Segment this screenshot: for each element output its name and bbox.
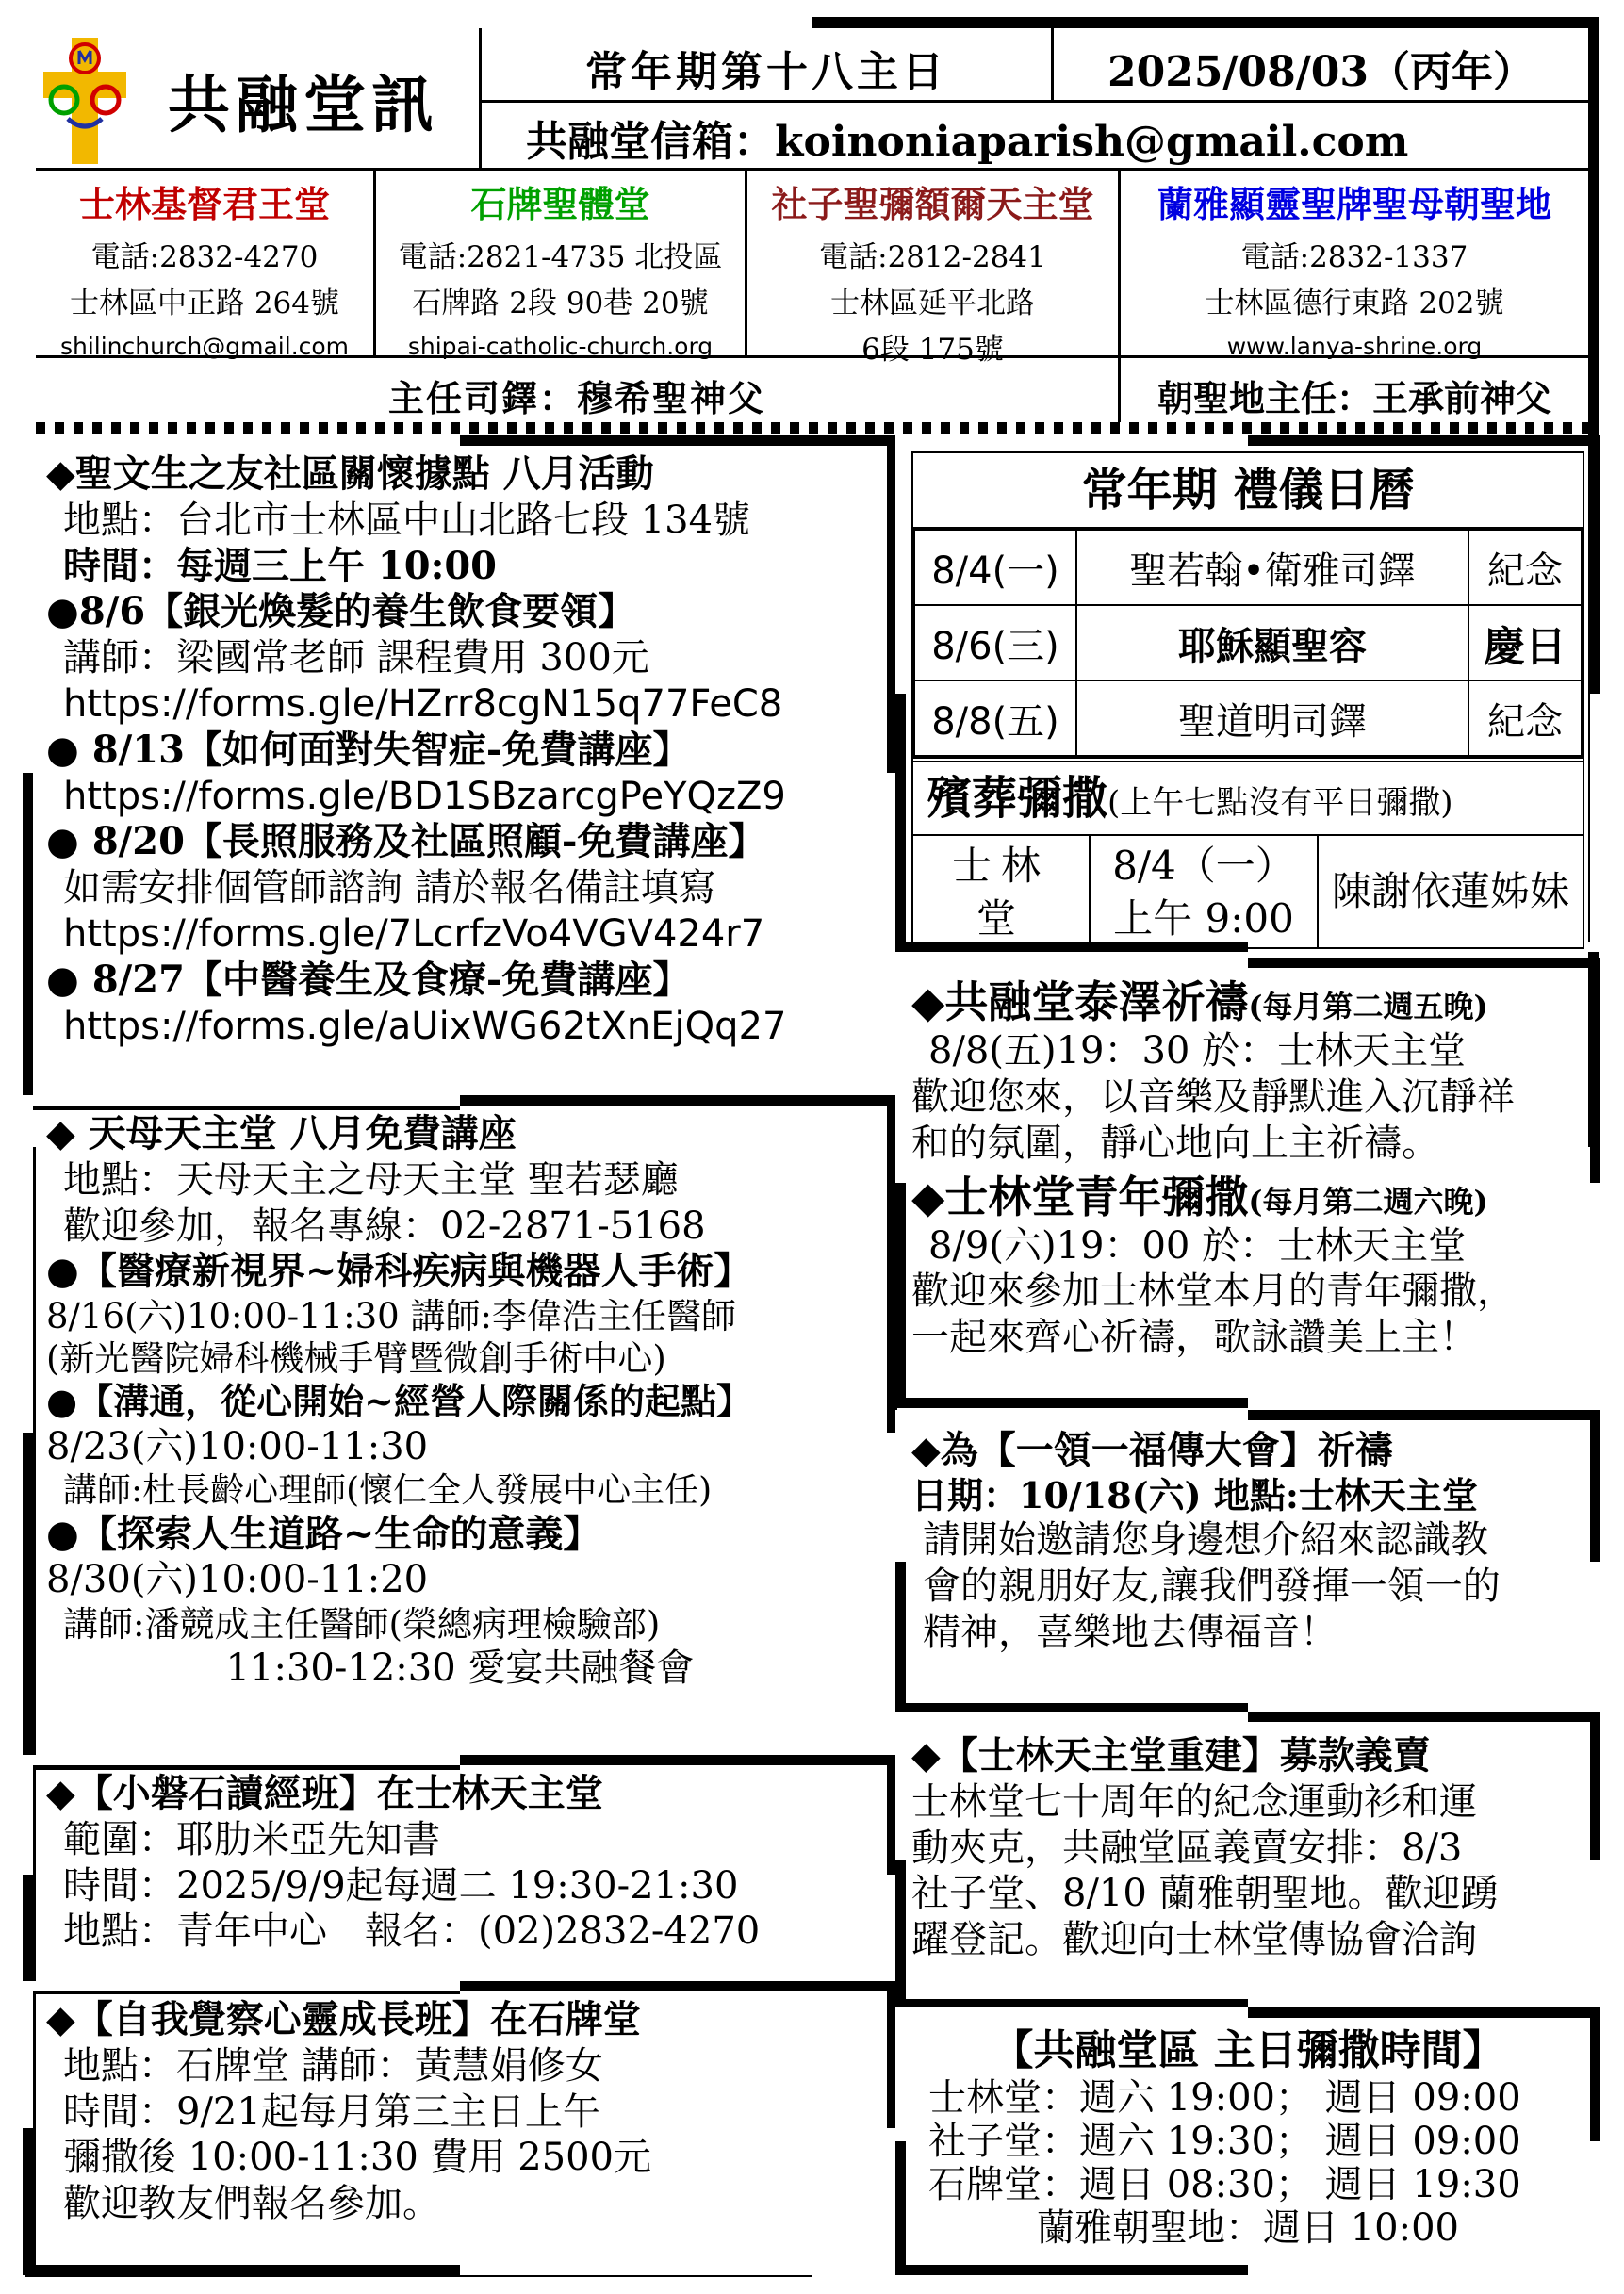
calendar-row	[914, 605, 1582, 680]
sunday-name: 常年期第十八主日	[585, 48, 947, 96]
talk-title: ●【探索人生道路~生命的意義】	[46, 1511, 601, 1556]
divider	[36, 168, 1588, 171]
calendar-date: 8/4(一)	[914, 530, 1076, 605]
form-link[interactable]: https://forms.gle/aUixWG62tXnEjQq27	[63, 1004, 787, 1048]
church-address: 石牌路 2段 90巷 20號	[412, 287, 709, 320]
text-line: 歡迎參加，報名專線：02-2871-5168	[63, 1204, 706, 1248]
church-phone: 電話:2832-4270	[90, 240, 319, 274]
calendar-row	[914, 530, 1582, 605]
text-line: 8/16(六)10:00-11:30 講師:李偉浩主任醫師	[46, 1296, 736, 1337]
youth-heading	[911, 1171, 1584, 1223]
text-line: 如需安排個管師諮詢 請於報名備註填寫	[63, 866, 716, 910]
talk-title: ●【溝通，從心開始~經營人際關係的起點】	[46, 1380, 752, 1423]
section-calendar	[895, 435, 1600, 952]
text-line: 地點：天母天主之母天主堂 聖若瑟廳	[63, 1157, 679, 1202]
text-line: 和的氛圍，靜心地向上主祈禱。	[911, 1121, 1439, 1165]
text-line: 地點：台北市士林區中山北路七段 134號	[63, 498, 751, 542]
church-address: 士林區德行東路 202號	[1205, 287, 1504, 320]
section-rebuild	[895, 1712, 1600, 2009]
church-name: 社子聖彌額爾天主堂	[771, 183, 1094, 225]
funeral-datetime	[1091, 836, 1319, 947]
text-line: 精神，喜樂地去傳福音！	[923, 1610, 1337, 1654]
divider	[479, 100, 1588, 103]
bulletin-title: 共融堂訊	[168, 68, 439, 141]
header-bottom-border	[36, 422, 1588, 434]
calendar-saint: 聖若翰•衛雅司鐸	[1076, 530, 1468, 605]
funeral-place: 士林堂	[913, 836, 1091, 947]
section-mass-times	[895, 2007, 1600, 2275]
church-name: 石牌聖體堂	[470, 183, 650, 225]
event-title: ● 8/13【如何面對失智症-免費講座】	[46, 727, 691, 772]
section-title: ◆【士林天主堂重建】募款義賣	[911, 1733, 1431, 1778]
calendar-row	[914, 680, 1582, 756]
text-line: 彌撒後 10:00-11:30 費用 2500元	[63, 2136, 652, 2180]
calendar-title: 常年期 禮儀日曆	[913, 453, 1583, 529]
calendar-saint: 耶穌顯聖容	[1076, 605, 1468, 680]
text-line: 講師:潘競成主任醫師(榮總病理檢驗部)	[63, 1604, 661, 1646]
funeral-name: 陳謝依蓮姊妹	[1331, 868, 1569, 914]
church-website[interactable]: shipai-catholic-church.org	[407, 333, 714, 360]
section-bible-class	[23, 1755, 897, 1994]
church-shezi	[747, 175, 1118, 368]
section-title: 【共融堂區 主日彌撒時間】	[992, 2026, 1504, 2074]
text-line: 請開始邀請您身邊想介紹來認識教	[923, 1518, 1488, 1563]
section-tianmu	[23, 1095, 897, 1770]
text-line: 地點：石牌堂 講師：黃慧娟修女	[63, 2043, 603, 2088]
text-line: 一起來齊心祈禱，歌詠讚美上主！	[911, 1316, 1477, 1360]
text-line: 躍登記。歡迎向士林堂傳協會洽詢	[911, 1918, 1477, 1962]
bulletin-date: 2025/08/03（丙年）	[1107, 48, 1535, 96]
mass-time-line: 蘭雅朝聖地：週日 10:00	[1037, 2205, 1459, 2250]
calendar-rank: 紀念	[1468, 530, 1582, 605]
church-phone: 電話:2821-4735 北投區	[398, 240, 723, 274]
pastor: 主任司鐸：穆希聖神父	[387, 377, 765, 419]
mailbox-label: 共融堂信箱：	[526, 118, 775, 166]
church-address: 士林區延平北路	[830, 287, 1035, 320]
text-line: 8/9(六)19：00 於：士林天主堂	[928, 1223, 1467, 1268]
event-title: ● 8/20【長照服務及社區照顧-免費講座】	[46, 819, 766, 864]
mass-time-line: 石牌堂：週日 08:30； 週日 19:30	[928, 2162, 1521, 2206]
text-line: 士林堂七十周年的紀念運動衫和運	[911, 1779, 1477, 1824]
church-shipai	[376, 175, 745, 360]
section-title: ◆士林堂青年彌撒	[911, 1171, 1249, 1222]
funeral-date: 8/4（一）	[1112, 843, 1295, 889]
text-line: (新光醫院婦科機械手臂暨微創手術中心)	[46, 1338, 666, 1380]
header	[36, 28, 1588, 432]
section-title: ◆【自我覺察心靈成長班】在石牌堂	[46, 1997, 641, 2041]
section-title: ◆為【一領一福傳大會】祈禱	[911, 1428, 1393, 1472]
text-line: 社子堂、8/10 蘭雅朝聖地。歡迎踴	[911, 1872, 1499, 1916]
church-website[interactable]: www.lanya-shrine.org	[1226, 333, 1483, 360]
shrine-director: 朝聖地主任：王承前神父	[1156, 377, 1551, 419]
text-line: 範圍：耶肋米亞先知書	[63, 1817, 440, 1861]
section-friends	[23, 435, 897, 1110]
church-shilin	[36, 175, 373, 360]
church-address-2: 6段 175號	[861, 333, 1004, 367]
text-line: 講師:杜長齡心理師(懷仁全人發展中心主任)	[63, 1470, 713, 1510]
text-line: 11:30-12:30 愛宴共融餐會	[225, 1647, 695, 1691]
church-name: 蘭雅顯靈聖牌聖母朝聖地	[1156, 183, 1551, 225]
text-line: 地點：青年中心 報名：(02)2832-4270	[63, 1909, 761, 1954]
church-phone: 電話:2812-2841	[819, 240, 1046, 274]
form-link[interactable]: https://forms.gle/HZrr8cgN15q77FeC8	[63, 681, 783, 726]
text-line: 講師：梁國常老師 課程費用 300元	[63, 636, 649, 680]
mailbox	[526, 107, 1408, 168]
form-link[interactable]: https://forms.gle/7LcrfzVo4VGV424r7	[63, 911, 765, 956]
funeral-title: 殯葬彌撒	[927, 772, 1108, 825]
funeral-header	[913, 757, 1583, 836]
section-title: ◆ 天母天主堂 八月免費講座	[46, 1111, 517, 1155]
taize-heading	[911, 975, 1584, 1028]
event-title: ●8/6【銀光煥髮的養生飲食要領】	[46, 589, 636, 634]
church-name: 士林基督君王堂	[78, 183, 330, 225]
section-prayer	[895, 1410, 1600, 1713]
section-title: ◆共融堂泰澤祈禱	[911, 976, 1249, 1027]
text-line: 8/23(六)10:00-11:30	[46, 1424, 429, 1468]
text-line: 歡迎您來，以音樂及靜默進入沉靜祥	[911, 1074, 1515, 1119]
funeral-row	[913, 836, 1583, 947]
text-line: 歡迎來參加士林堂本月的青年彌撒，	[911, 1270, 1515, 1314]
text-line: 時間：每週三上午 10:00	[63, 543, 498, 588]
form-link[interactable]: https://forms.gle/BD1SBzarcgPeYQzZ9	[63, 774, 786, 818]
text-line: 會的親朋好友,讓我們發揮一領一的	[923, 1564, 1501, 1608]
church-lanya	[1121, 175, 1588, 360]
mailbox-email[interactable]: koinoniaparish@gmail.com	[775, 118, 1409, 166]
talk-title: ●【醫療新視界~婦科疾病與機器人手術】	[46, 1249, 752, 1294]
mass-time-line: 士林堂：週六 19:00； 週日 09:00	[928, 2075, 1521, 2120]
event-title: ● 8/27【中醫養生及食療-免費講座】	[46, 957, 691, 1002]
church-email[interactable]: shilinchurch@gmail.com	[59, 333, 350, 360]
church-phone: 電話:2832-1337	[1240, 240, 1468, 274]
text-line: 歡迎教友們報名參加。	[63, 2182, 440, 2226]
section-growth-class	[23, 1981, 897, 2275]
calendar-date: 8/6(三)	[914, 605, 1076, 680]
text-line: 時間：2025/9/9起每週二 19:30-21:30	[63, 1863, 739, 1908]
section-taize	[895, 958, 1600, 1408]
calendar-table	[913, 529, 1583, 757]
text-line: 時間：9/21起每月第三主日上午	[63, 2089, 600, 2134]
calendar-rank: 紀念	[1468, 680, 1582, 756]
text-line: 8/30(六)10:00-11:20	[46, 1558, 429, 1602]
funeral-time: 上午 9:00	[1113, 895, 1294, 942]
mass-time-line: 社子堂：週六 19:30； 週日 09:00	[928, 2119, 1521, 2163]
parish-logo-icon	[40, 32, 130, 168]
text-line: 動夾克，共融堂區義賣安排：8/3	[911, 1826, 1463, 1870]
calendar-rank: 慶日	[1468, 605, 1582, 680]
text-line: 8/8(五)19：30 於：士林天主堂	[928, 1029, 1467, 1073]
calendar-date: 8/8(五)	[914, 680, 1076, 756]
section-note: (每月第二週五晚)	[1248, 989, 1488, 1024]
calendar-saint: 聖道明司鐸	[1076, 680, 1468, 756]
section-note: (每月第二週六晚)	[1248, 1183, 1488, 1220]
church-address: 士林區中正路 264號	[69, 287, 340, 320]
section-title: ◆聖文生之友社區關懷據點 八月活動	[46, 451, 654, 496]
funeral-note: (上午七點沒有平日彌撒)	[1107, 784, 1453, 822]
logo	[40, 32, 130, 168]
text-line: 日期：10/18(六) 地點:士林天主堂	[911, 1473, 1478, 1516]
section-title: ◆【小磐石讀經班】在士林天主堂	[46, 1771, 603, 1815]
